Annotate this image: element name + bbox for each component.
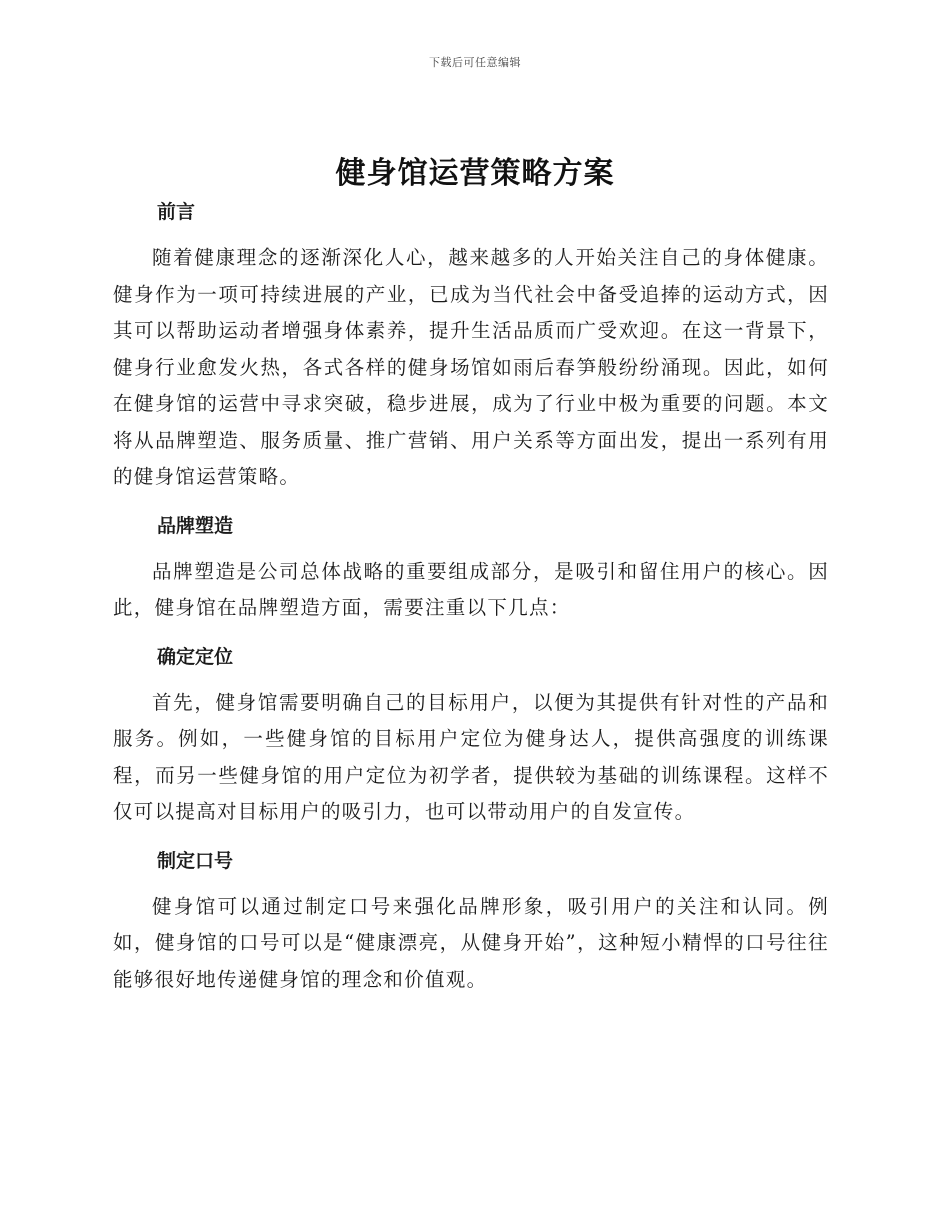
section-heading-preface: 前言 [157, 201, 196, 223]
header-note: 下载后可任意编辑 [429, 56, 521, 69]
document-body [113, 194, 829, 998]
paragraph-preface: 随着健康理念的逐渐深化人心，越来越多的人开始关注自己的身体健康。健身作为一项可持续进展的产业，已成为当代社会中备受追捧的运动方式，因其可以帮助运动者增强身体素养，提升生活品质而广受欢迎。在这一背景下，健身行业愈发火热，各式各样的健身场馆如雨后春笋般纷纷涌现。因此，如何在健身馆的运营中寻求突破，稳步进展，成为了行业中极为重要的问题。本文将从品牌塑造、服务质量、推广营销、用户关系等方面出发，提出一系列有用的健身馆运营策略。 [113, 246, 829, 488]
section-preface [113, 194, 829, 496]
section-heading-positioning: 确定定位 [157, 645, 234, 668]
paragraph-slogan: 健身馆可以通过制定口号来强化品牌形象，吸引用户的关注和认同。例如，健身馆的口号可以是“健康漂亮，从健身开始”，这种短小精悍的口号往往能够很好地传递健身馆的理念和价值观。 [113, 894, 829, 991]
section-heading-slogan: 制定口号 [157, 849, 234, 872]
paragraph-brand-building: 品牌塑造是公司总体战略的重要组成部分，是吸引和留住用户的核心。因此，健身馆在品牌塑造方面，需要注重以下几点： [113, 559, 829, 619]
section-positioning [113, 639, 829, 831]
section-heading-brand-building: 品牌塑造 [157, 514, 234, 537]
section-brand-building [113, 508, 829, 627]
document-title: 健身馆运营策略方案 [335, 156, 615, 191]
section-slogan [113, 843, 829, 999]
paragraph-positioning: 首先，健身馆需要明确自己的目标用户，以便为其提供有针对性的产品和服务。例如，一些健身馆的目标用户定位为健身达人，提供高强度的训练课程，而另一些健身馆的用户定位为初学者，提供较为基础的训练课程。这样不仅可以提高对目标用户的吸引力，也可以带动用户的自发宣传。 [113, 690, 829, 823]
